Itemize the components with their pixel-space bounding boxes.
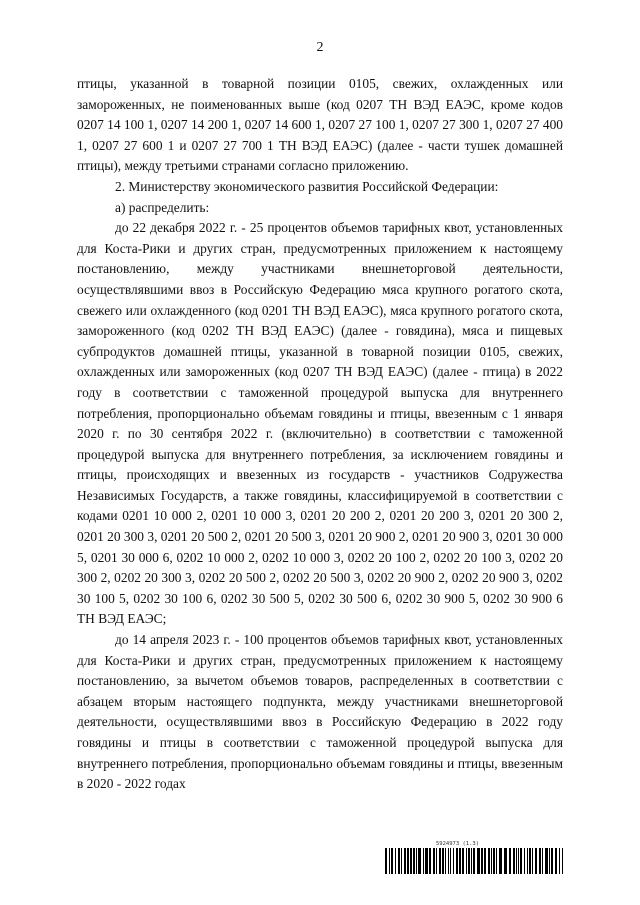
barcode-bar	[425, 848, 428, 874]
barcode-bar	[542, 848, 543, 874]
barcode-bar	[401, 848, 402, 874]
barcode-image	[385, 848, 565, 874]
paragraph-deadline-april: до 14 апреля 2023 г. - 100 процентов объемов тарифных квот, установленных для Коста-Рики и других стран, предусмотренных приложением к настоящему постановлению, за вычетом объемов товаров, распределенных в соответствии с абзацем вторым настоящего подпункта, между участниками внешнеторговой деятельности, осуществлявшими ввоз в Российскую Федерацию в 2022 году говядины и птицы в соответствии с таможенной процедурой выпуска для внутреннего потребления, пропорционально объемам говядины и птицы, ввезенным в 2020 - 2022 годах	[77, 632, 563, 792]
paragraph-deadline-december: до 22 декабря 2022 г. - 25 процентов объемов тарифных квот, установленных для Коста-Рики и других стран, предусмотренных приложением к настоящему постановлению, между участниками внешнеторговой деятельности, осуществлявшими ввоз в Российскую Федерацию мяса крупного рогатого скота, свежего или охлажденного (код 0201 ТН ВЭД ЕАЭС), мяса крупного рогатого скота, замороженного (код 0202 ТН ВЭД ЕАЭС) (далее - говядина), мяса и пищевых субпродуктов домашней птицы, указанной в товарной позиции 0105, свежих, охлажденных или замороженных (код 0207 ТН ВЭД ЕАЭС) (далее - птица) в 2022 году в соответствии с таможенной процедурой выпуска для внутреннего потребления, пропорционально объемам говядины и птицы, ввезенным с 1 января 2020 г. по 30 сентября 2022 г. (включительно) в соответствии с таможенной процедурой выпуска для внутреннего потребления, за исключением говядины и птицы, происходящих и ввезенных из государств - участников Содружества Независимых Государств, а также говядины, классифицируемой в соответствии с кодами 0201 10 000 2, 0201 10 000 3, 0201 20 200 2, 0201 20 200 3, 0201 20 300 2, 0201 20 300 3, 0201 20 500 2, 0201 20 500 3, 0201 20 900 2, 0201 20 900 3, 0201 30 000 5, 0201 30 000 6, 0202 10 000 2, 0202 10 000 3, 0202 20 100 2, 0202 20 100 3, 0202 20 300 2, 0202 20 300 3, 0202 20 500 2, 0202 20 500 3, 0202 20 900 2, 0202 20 900 3, 0202 30 100 5, 0202 30 100 6, 0202 30 500 5, 0202 30 500 6, 0202 30 900 5, 0202 30 900 6 ТН ВЭД ЕАЭС;	[77, 220, 563, 627]
barcode-number: 5924973 (1.3)	[435, 841, 479, 847]
barcode-bar	[448, 848, 449, 874]
barcode-bar	[562, 848, 563, 874]
barcode-bar	[445, 848, 446, 874]
barcode-bar	[504, 848, 507, 874]
barcode-bar	[496, 848, 497, 874]
barcode-bar	[549, 848, 550, 874]
barcode-bar	[509, 848, 511, 874]
barcode-bar	[555, 848, 557, 874]
paragraph-continuation: птицы, указанной в товарной позиции 0105, свежих, охлажденных или замороженных, не поименованных выше (код 0207 ТН ВЭД ЕАЭС, кроме кодов 0207 14 100 1, 0207 14 200 1, 0207 14 600 1, 0207 27 100 1, 0207 27 300 1, 0207 27 400 1, 0207 27 600 1 и 0207 27 700 1 ТН ВЭД ЕАЭС) (далее - части тушек домашней птицы), между третьими странами согласно приложению.	[77, 76, 563, 174]
barcode-bar	[407, 848, 409, 874]
barcode-bar	[529, 848, 531, 874]
barcode-bar	[418, 848, 421, 874]
barcode-bar	[524, 848, 525, 874]
barcode-block	[385, 841, 565, 874]
barcode-bar	[473, 848, 475, 874]
barcode-bar	[398, 848, 400, 874]
barcode-bar	[423, 848, 424, 874]
barcode-bar	[488, 848, 490, 874]
document-body	[77, 74, 563, 795]
barcode-bar	[516, 848, 517, 874]
barcode-bar	[518, 848, 519, 874]
paragraph-item-2: 2. Министерству экономического развития Российской Федерации:	[115, 178, 499, 194]
barcode-bar	[442, 848, 444, 874]
barcode-bar	[391, 848, 393, 874]
barcode-bar	[456, 848, 458, 874]
page-number: 2	[316, 40, 324, 55]
barcode-bar	[404, 848, 406, 874]
barcode-bar	[559, 848, 560, 874]
barcode-bar	[493, 848, 495, 874]
barcode-bar	[410, 848, 412, 874]
barcode-bar	[481, 848, 483, 874]
barcode-bar	[535, 848, 537, 874]
barcode-bar	[532, 848, 533, 874]
barcode-bar	[477, 848, 480, 874]
barcode-bar	[545, 848, 548, 874]
barcode-bar	[539, 848, 541, 874]
barcode-bar	[459, 848, 461, 874]
barcode-bar	[433, 848, 435, 874]
barcode-bar	[468, 848, 470, 874]
paragraph-subitem-a: а) распределить:	[115, 199, 210, 215]
barcode-bar	[395, 848, 396, 874]
barcode-bar	[389, 848, 390, 874]
barcode-bar	[450, 848, 451, 874]
barcode-bar	[439, 848, 441, 874]
barcode-bar	[466, 848, 467, 874]
barcode-bar	[429, 848, 431, 874]
barcode-bar	[453, 848, 454, 874]
barcode-bar	[416, 848, 417, 874]
barcode-bar	[413, 848, 415, 874]
barcode-bar	[551, 848, 553, 874]
barcode-bar	[471, 848, 472, 874]
barcode-bar	[520, 848, 522, 874]
barcode-bar	[385, 848, 387, 874]
barcode-bar	[462, 848, 464, 874]
barcode-bar	[484, 848, 486, 874]
barcode-bar	[499, 848, 502, 874]
barcode-bar	[527, 848, 528, 874]
barcode-bar	[436, 848, 437, 874]
barcode-bar	[513, 848, 515, 874]
barcode-bar	[491, 848, 492, 874]
